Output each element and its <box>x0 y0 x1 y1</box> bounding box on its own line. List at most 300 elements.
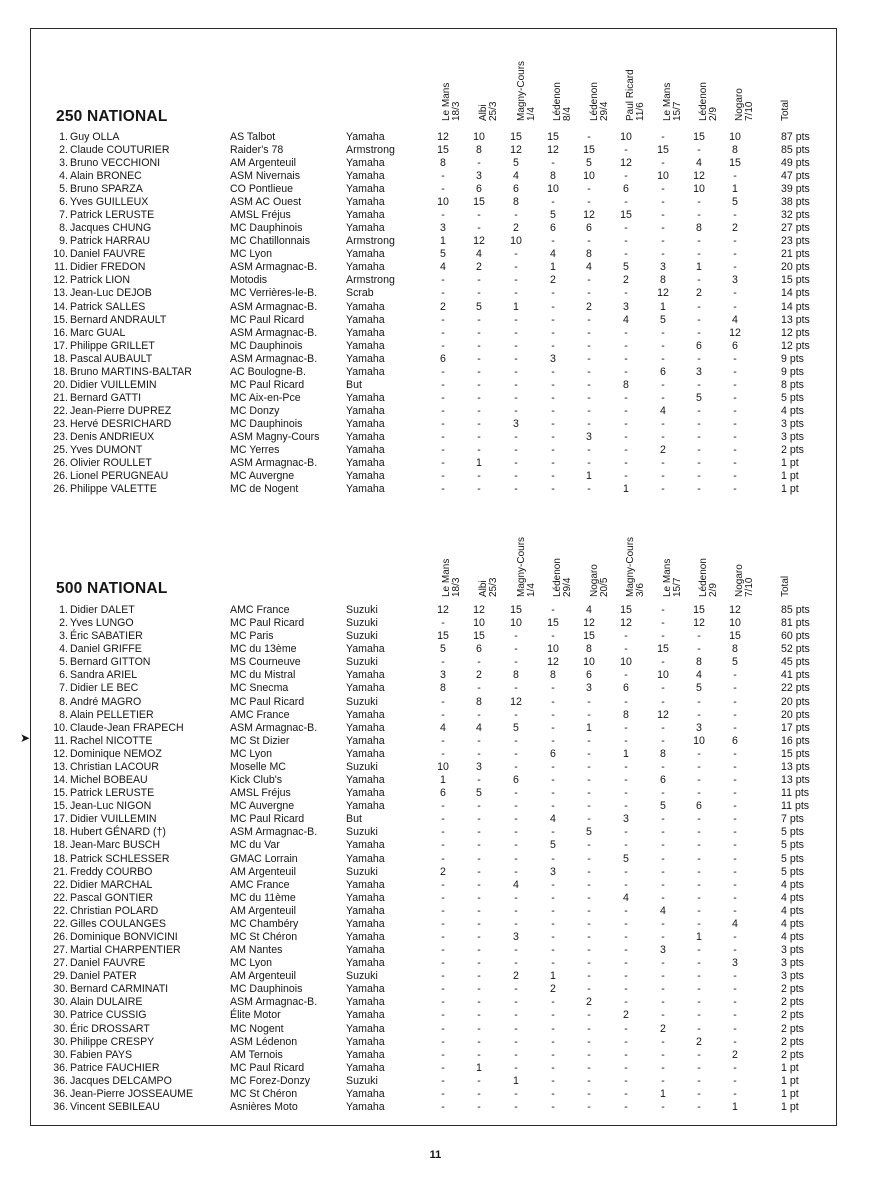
table-row <box>0 131 871 144</box>
club-cell: ASM Armagnac-B. <box>230 996 318 1009</box>
race-score-cell: 3 <box>440 222 446 235</box>
table-row <box>0 470 871 483</box>
race-score-cell: - <box>733 1074 737 1087</box>
motorcycle-cell: Yamaha <box>346 852 385 865</box>
race-score-cell: - <box>661 917 665 930</box>
race-score-cell: - <box>587 708 591 721</box>
race-score-cell: 6 <box>440 352 446 365</box>
race-score-cell: - <box>514 787 518 800</box>
margin-arrow-mark: ➤ <box>20 731 31 745</box>
total-points-cell: 15 pts <box>781 747 810 760</box>
table-row <box>0 157 871 170</box>
race-score-cell: - <box>733 417 737 430</box>
club-cell: MC Snecma <box>230 682 289 695</box>
motorcycle-cell: Suzuki <box>346 970 378 983</box>
race-score-cell: - <box>514 1061 518 1074</box>
rank-cell: 10. <box>53 248 68 261</box>
race-score-cell: - <box>514 365 518 378</box>
race-score-cell: - <box>733 865 737 878</box>
race-score-cell: - <box>624 457 628 469</box>
race-score-cell: 5 <box>623 852 629 865</box>
rider-name-cell: Sandra ARIEL <box>70 669 138 682</box>
race-score-cell: - <box>441 839 445 852</box>
race-score-cell: - <box>551 878 555 891</box>
race-score-cell: 1 <box>696 261 702 274</box>
club-cell: MC Nogent <box>230 1022 284 1035</box>
race-score-cell: - <box>697 878 701 891</box>
table-row <box>0 353 871 366</box>
race-score-cell: - <box>624 1061 628 1074</box>
race-score-cell: - <box>661 1061 665 1074</box>
total-points-cell: 4 pts <box>781 904 804 917</box>
motorcycle-cell: Yamaha <box>346 352 385 365</box>
race-score-cell: - <box>441 183 445 196</box>
race-score-cell: 15 <box>547 131 559 143</box>
race-score-cell: - <box>624 430 628 443</box>
table-row <box>0 379 871 392</box>
club-cell: MC Chatillonnais <box>230 235 311 248</box>
table-row <box>0 996 871 1009</box>
rank-cell: 14. <box>53 774 68 787</box>
rider-name-cell: Guy OLLA <box>70 131 120 143</box>
club-cell: AM Nantes <box>230 944 283 957</box>
race-score-cell: 2 <box>586 300 592 313</box>
race-header-date: 3/6 <box>635 583 646 597</box>
race-score-cell: - <box>624 470 628 483</box>
total-points-cell: 3 pts <box>781 944 804 957</box>
race-score-cell: - <box>624 970 628 983</box>
race-score-cell: 6 <box>660 774 666 787</box>
race-score-cell: - <box>441 826 445 839</box>
race-score-cell: 15 <box>729 630 741 643</box>
race-score-cell: - <box>551 1101 555 1114</box>
race-score-cell: - <box>477 274 481 287</box>
race-score-cell: - <box>733 708 737 721</box>
total-points-cell: 2 pts <box>781 983 804 996</box>
race-score-cell: - <box>477 483 481 496</box>
race-score-cell: - <box>441 1061 445 1074</box>
race-score-cell: - <box>587 1009 591 1022</box>
race-score-cell: 2 <box>440 300 446 313</box>
rank-cell: 8. <box>59 695 68 708</box>
race-score-cell: 3 <box>660 261 666 274</box>
motorcycle-cell: Suzuki <box>346 604 378 616</box>
race-score-cell: 10 <box>473 617 485 630</box>
race-score-cell: - <box>514 891 518 904</box>
race-score-cell: - <box>441 800 445 813</box>
rank-cell: 26. <box>53 457 68 469</box>
race-score-cell: 15 <box>437 630 449 643</box>
race-score-cell: - <box>587 274 591 287</box>
race-header-venue: Lédenon <box>698 558 709 597</box>
race-score-cell: - <box>551 787 555 800</box>
rank-cell: 21. <box>53 391 68 404</box>
race-header-date: 8/4 <box>562 107 573 121</box>
race-score-cell: - <box>661 378 665 391</box>
rider-name-cell: Éric SABATIER <box>70 630 143 643</box>
race-header-venue: Total <box>780 99 791 121</box>
race-score-cell: - <box>624 1048 628 1061</box>
race-score-cell: - <box>697 917 701 930</box>
race-score-cell: 10 <box>693 183 705 196</box>
club-cell: MC Paul Ricard <box>230 1061 305 1074</box>
total-points-cell: 3 pts <box>781 430 804 443</box>
table-row <box>0 918 871 931</box>
race-score-cell: - <box>441 996 445 1009</box>
rider-name-cell: André MAGRO <box>70 695 142 708</box>
race-score-cell: 1 <box>660 1087 666 1100</box>
race-score-cell: 15 <box>657 643 669 656</box>
race-header <box>698 558 719 598</box>
race-score-cell: - <box>514 274 518 287</box>
race-score-cell: - <box>587 1022 591 1035</box>
rider-name-cell: Lionel PERUGNEAU <box>70 470 169 483</box>
race-score-cell: 12 <box>693 170 705 183</box>
total-points-cell: 87 pts <box>781 131 810 143</box>
race-score-cell: 10 <box>583 170 595 183</box>
race-score-cell: - <box>733 721 737 734</box>
race-score-cell: - <box>551 365 555 378</box>
race-score-cell: - <box>477 839 481 852</box>
motorcycle-cell: But <box>346 813 362 826</box>
total-points-cell: 38 pts <box>781 196 810 209</box>
race-score-cell: - <box>697 352 701 365</box>
race-score-cell: 10 <box>657 669 669 682</box>
race-score-cell: - <box>477 1101 481 1114</box>
race-score-cell: - <box>697 430 701 443</box>
race-score-cell: - <box>661 865 665 878</box>
motorcycle-cell: Yamaha <box>346 131 385 143</box>
race-score-cell: - <box>477 865 481 878</box>
total-points-cell: 49 pts <box>781 157 810 170</box>
race-score-cell: - <box>587 1035 591 1048</box>
race-score-cell: - <box>514 957 518 970</box>
race-score-cell: 12 <box>547 656 559 669</box>
race-score-cell: - <box>587 774 591 787</box>
table-row <box>0 761 871 774</box>
race-score-cell: 5 <box>513 157 519 170</box>
race-score-cell: - <box>733 839 737 852</box>
race-score-cell: - <box>624 404 628 417</box>
motorcycle-cell: Yamaha <box>346 747 385 760</box>
race-score-cell: - <box>624 996 628 1009</box>
motorcycle-cell: Yamaha <box>346 957 385 970</box>
race-score-cell: 5 <box>440 643 446 656</box>
race-score-cell: - <box>441 1009 445 1022</box>
rank-cell: 26. <box>53 931 68 943</box>
race-score-cell: - <box>514 996 518 1009</box>
race-header-date: 15/7 <box>672 101 683 121</box>
race-score-cell: - <box>697 760 701 773</box>
motorcycle-cell: Suzuki <box>346 1074 378 1087</box>
race-header <box>662 82 683 122</box>
race-score-cell: 4 <box>513 170 519 183</box>
race-score-cell: 8 <box>513 669 519 682</box>
rank-cell: 1. <box>59 131 68 143</box>
motorcycle-cell: Yamaha <box>346 261 385 274</box>
rank-cell: 36. <box>53 1087 68 1100</box>
table-row <box>0 457 871 470</box>
race-score-cell: - <box>661 391 665 404</box>
race-score-cell: - <box>661 813 665 826</box>
motorcycle-cell: Yamaha <box>346 170 385 183</box>
race-score-cell: - <box>661 222 665 235</box>
race-score-cell: 3 <box>513 931 519 943</box>
race-score-cell: 8 <box>660 747 666 760</box>
race-score-cell: 5 <box>660 800 666 813</box>
race-score-cell: - <box>477 378 481 391</box>
club-cell: MC Dauphinois <box>230 983 303 996</box>
race-score-cell: - <box>697 326 701 339</box>
race-score-cell: - <box>477 813 481 826</box>
race-score-cell: 1 <box>660 300 666 313</box>
club-cell: Asnières Moto <box>230 1101 298 1114</box>
race-score-cell: - <box>477 430 481 443</box>
race-score-cell: - <box>477 996 481 1009</box>
rank-cell: 5. <box>59 656 68 669</box>
rider-name-cell: Alain BRONEC <box>70 170 142 183</box>
total-points-cell: 3 pts <box>781 957 804 970</box>
race-score-cell: - <box>587 852 591 865</box>
race-score-cell: - <box>697 300 701 313</box>
motorcycle-cell: Yamaha <box>346 483 385 496</box>
race-score-cell: - <box>441 326 445 339</box>
total-points-cell: 1 pt <box>781 457 799 469</box>
rank-cell: 36. <box>53 1101 68 1114</box>
rider-name-cell: Didier VUILLEMIN <box>70 378 157 391</box>
race-score-cell: - <box>661 1009 665 1022</box>
race-score-cell: - <box>661 983 665 996</box>
table-row <box>0 444 871 457</box>
rank-cell: 23. <box>53 430 68 443</box>
club-cell: AM Argenteuil <box>230 904 296 917</box>
race-score-cell: - <box>661 1074 665 1087</box>
motorcycle-cell: Yamaha <box>346 1009 385 1022</box>
race-score-cell: 15 <box>693 131 705 143</box>
race-score-cell: - <box>733 261 737 274</box>
rank-cell: 30. <box>53 983 68 996</box>
table-row <box>0 787 871 800</box>
rider-name-cell: Jacques DELCAMPO <box>70 1074 172 1087</box>
race-score-cell: - <box>477 957 481 970</box>
race-score-cell: - <box>551 721 555 734</box>
motorcycle-cell: Yamaha <box>346 891 385 904</box>
total-points-cell: 27 pts <box>781 222 810 235</box>
race-header-date: 1/4 <box>526 583 537 597</box>
race-score-cell: - <box>733 287 737 300</box>
race-score-cell: - <box>551 391 555 404</box>
race-score-cell: - <box>733 300 737 313</box>
race-score-cell: - <box>587 1087 591 1100</box>
race-score-cell: - <box>697 695 701 708</box>
race-score-cell: - <box>477 417 481 430</box>
race-score-cell: 3 <box>476 760 482 773</box>
race-score-cell: 12 <box>729 604 741 616</box>
race-score-cell: - <box>551 904 555 917</box>
race-score-cell: - <box>587 417 591 430</box>
total-points-cell: 13 pts <box>781 760 810 773</box>
motorcycle-cell: Yamaha <box>346 800 385 813</box>
race-score-cell: - <box>661 891 665 904</box>
race-score-cell: - <box>733 378 737 391</box>
race-score-cell: - <box>441 813 445 826</box>
motorcycle-cell: Yamaha <box>346 443 385 456</box>
race-score-cell: - <box>477 391 481 404</box>
race-score-cell: - <box>661 630 665 643</box>
race-score-cell: 1 <box>476 1061 482 1074</box>
rank-cell: 17. <box>53 339 68 352</box>
race-score-cell: - <box>551 483 555 496</box>
motorcycle-cell: Yamaha <box>346 1087 385 1100</box>
rank-cell: 2. <box>59 144 68 157</box>
race-score-cell: - <box>551 891 555 904</box>
race-score-cell: - <box>697 852 701 865</box>
race-score-cell: - <box>733 800 737 813</box>
race-score-cell: 8 <box>513 196 519 209</box>
table-row <box>0 366 871 379</box>
race-score-cell: 1 <box>550 970 556 983</box>
race-score-cell: - <box>624 326 628 339</box>
race-score-cell: 3 <box>660 944 666 957</box>
rider-name-cell: Yves LUNGO <box>70 617 134 630</box>
club-cell: MC Paul Ricard <box>230 313 305 326</box>
table-row <box>0 196 871 209</box>
rank-cell: 15. <box>53 787 68 800</box>
race-score-cell: - <box>587 970 591 983</box>
rank-cell: 25. <box>53 443 68 456</box>
race-score-cell: 4 <box>732 313 738 326</box>
race-score-cell: - <box>733 365 737 378</box>
table-row <box>0 800 871 813</box>
rider-name-cell: Jean-Pierre DUPREZ <box>70 404 172 417</box>
race-score-cell: - <box>441 417 445 430</box>
club-cell: AS Talbot <box>230 131 276 143</box>
table-row <box>0 183 871 196</box>
total-points-cell: 2 pts <box>781 1009 804 1022</box>
club-cell: MC du Var <box>230 839 280 852</box>
race-header <box>625 69 646 122</box>
race-score-cell: - <box>733 983 737 996</box>
motorcycle-cell: Suzuki <box>346 617 378 630</box>
race-score-cell: - <box>733 970 737 983</box>
race-score-cell: - <box>624 235 628 248</box>
race-score-cell: 1 <box>513 300 519 313</box>
race-score-cell: - <box>551 774 555 787</box>
race-score-cell: - <box>587 443 591 456</box>
race-score-cell: - <box>733 747 737 760</box>
race-score-cell: - <box>624 144 628 157</box>
race-score-cell: 6 <box>623 682 629 695</box>
club-cell: MC Dauphinois <box>230 417 303 430</box>
club-cell: MC St Chéron <box>230 1087 298 1100</box>
motorcycle-cell: Scrab <box>346 287 374 300</box>
race-score-cell: - <box>441 944 445 957</box>
table-row <box>0 839 871 852</box>
club-cell: ASM Armagnac-B. <box>230 261 318 274</box>
race-score-cell: 10 <box>729 617 741 630</box>
race-score-cell: - <box>441 970 445 983</box>
race-score-cell: 15 <box>473 630 485 643</box>
table-row <box>0 1088 871 1101</box>
page-number: 11 <box>429 1149 442 1161</box>
race-score-cell: - <box>697 970 701 983</box>
race-score-cell: - <box>441 734 445 747</box>
motorcycle-cell: Yamaha <box>346 669 385 682</box>
race-score-cell: 6 <box>623 183 629 196</box>
race-score-cell: 15 <box>620 604 632 616</box>
race-score-cell: - <box>441 1035 445 1048</box>
race-score-cell: 6 <box>696 800 702 813</box>
race-score-cell: - <box>441 1087 445 1100</box>
race-score-cell: - <box>661 209 665 222</box>
rank-cell: 20. <box>53 378 68 391</box>
club-cell: MC Donzy <box>230 404 280 417</box>
race-score-cell: - <box>551 996 555 1009</box>
race-score-cell: - <box>661 734 665 747</box>
race-score-cell: - <box>551 287 555 300</box>
race-score-cell: - <box>697 1061 701 1074</box>
race-score-cell: - <box>551 196 555 209</box>
race-score-cell: - <box>661 470 665 483</box>
race-score-cell: 12 <box>437 131 449 143</box>
race-score-cell: - <box>441 656 445 669</box>
race-score-cell: - <box>477 1009 481 1022</box>
race-score-cell: 8 <box>660 274 666 287</box>
race-score-cell: - <box>477 747 481 760</box>
motorcycle-cell: Yamaha <box>346 878 385 891</box>
section-title-250: 250 NATIONAL <box>56 108 168 125</box>
race-score-cell: - <box>514 1048 518 1061</box>
club-cell: AMC France <box>230 708 290 721</box>
race-header-date: 7/10 <box>744 101 755 121</box>
table-row <box>0 957 871 970</box>
race-score-cell: - <box>624 352 628 365</box>
motorcycle-cell: Yamaha <box>346 430 385 443</box>
race-score-cell: - <box>551 917 555 930</box>
total-points-cell: 85 pts <box>781 604 810 616</box>
race-score-cell: - <box>661 417 665 430</box>
club-cell: Élite Motor <box>230 1009 281 1022</box>
rider-name-cell: Dominique NEMOZ <box>70 747 162 760</box>
race-score-cell: - <box>661 839 665 852</box>
race-score-cell: - <box>477 970 481 983</box>
race-score-cell: 10 <box>510 617 522 630</box>
race-score-cell: 2 <box>513 222 519 235</box>
race-score-cell: 12 <box>473 235 485 248</box>
race-score-cell: - <box>661 352 665 365</box>
rank-cell: 22. <box>53 904 68 917</box>
race-score-cell: - <box>551 1048 555 1061</box>
race-score-cell: - <box>697 747 701 760</box>
rank-cell: 15. <box>53 800 68 813</box>
race-score-cell: - <box>587 800 591 813</box>
total-points-cell: 13 pts <box>781 774 810 787</box>
rank-cell: 18. <box>53 826 68 839</box>
race-score-cell: - <box>441 378 445 391</box>
race-score-cell: - <box>587 313 591 326</box>
club-cell: AC Boulogne-B. <box>230 365 306 378</box>
race-score-cell: - <box>587 787 591 800</box>
race-score-cell: - <box>587 891 591 904</box>
race-score-cell: - <box>441 957 445 970</box>
race-score-cell: - <box>441 917 445 930</box>
race-score-cell: 8 <box>476 695 482 708</box>
race-score-cell: 5 <box>732 196 738 209</box>
race-score-cell: - <box>477 708 481 721</box>
race-header-date: 2/9 <box>708 107 719 121</box>
race-score-cell: 1 <box>732 1101 738 1114</box>
motorcycle-cell: Yamaha <box>346 996 385 1009</box>
